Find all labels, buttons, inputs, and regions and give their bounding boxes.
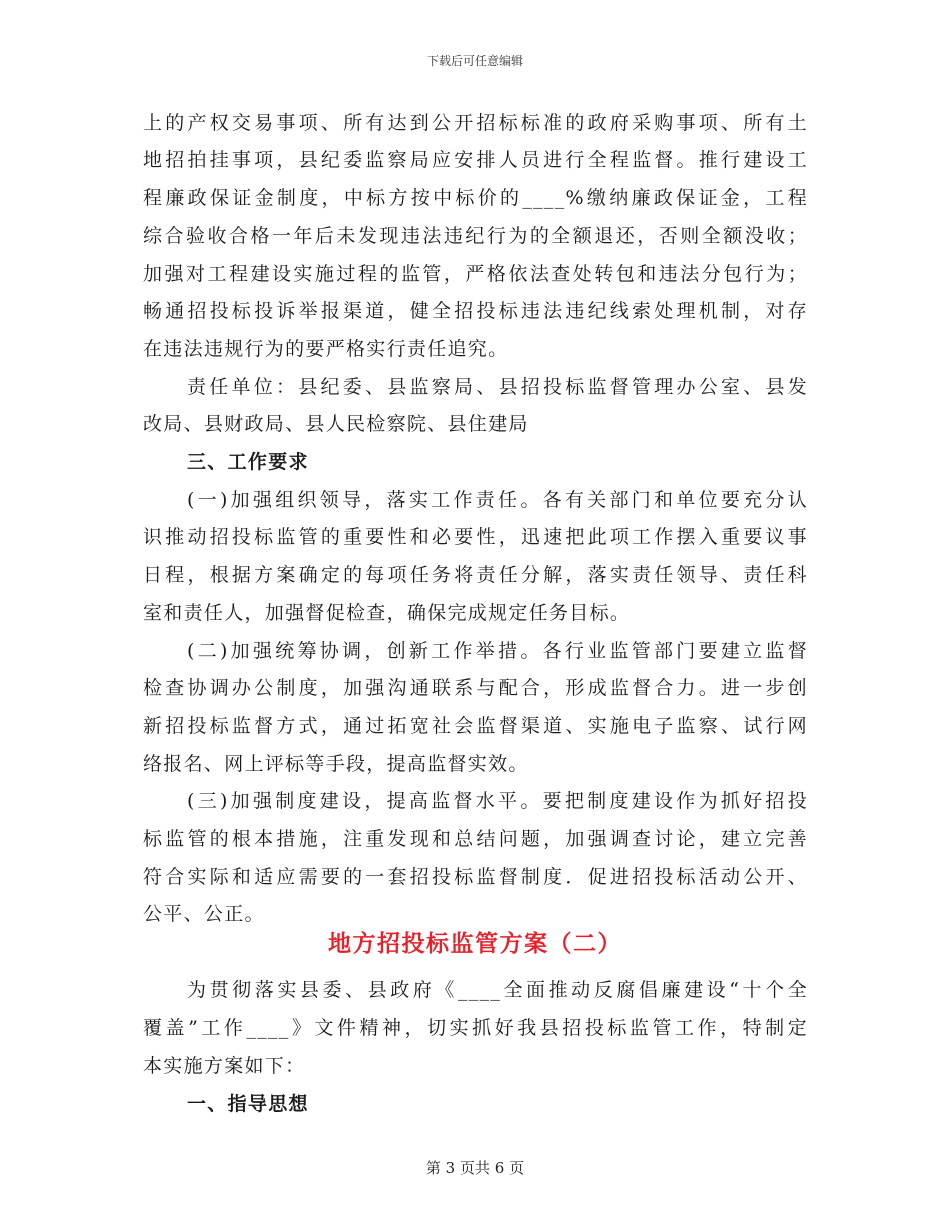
body-line: 畅通招投标投诉举报渠道，健全招投标违法违纪线索处理机制，对存 [143,300,808,322]
section-heading: 三、工作要求 [187,451,309,473]
paragraph-1: (一)加强组织领导，落实工作责任。各有关部门和单位要充分认 [187,489,808,511]
body-line: 公平、公正。 [143,903,265,925]
section-heading: 一、指导思想 [187,1093,309,1115]
body-line: 覆盖”工作____》文件精神，切实抓好我县招投标监管工作，特制定 [143,1017,808,1039]
body-line: 上的产权交易事项、所有达到公开招标标准的政府采购事项、所有土 [143,112,808,134]
body-line: 室和责任人，加强督促检查，确保完成规定任务目标。 [143,602,631,624]
document-title: 地方招投标监管方案（二） [328,930,622,957]
body-line: 新招投标监督方式，通过拓宽社会监督渠道、实施电子监察、试行网 [143,715,808,737]
body-line: 本实施方案如下： [143,1055,306,1077]
paragraph-3: (三)加强制度建设，提高监督水平。要把制度建设作为抓好招投 [187,790,808,812]
body-line: 加强对工程建设实施过程的监管，严格依法查处转包和违法分包行为； [143,263,808,285]
body-line: 标监管的根本措施，注重发现和总结问题，加强调查讨论，建立完善 [143,828,808,850]
body-line: 络报名、网上评标等手段，提高监督实效。 [143,753,529,775]
intro-paragraph: 为贯彻落实县委、县政府《____全面推动反腐倡廉建设“十个全 [187,979,808,1001]
body-line: 综合验收合格一年后未发现违法违纪行为的全额退还，否则全额没收； [143,225,808,247]
body-line: 识推动招投标监管的重要性和必要性，迅速把此项工作摆入重要议事 [143,526,808,548]
responsible-units-cont: 改局、县财政局、县人民检察院、县住建局 [143,413,529,435]
body-line: 在违法违规行为的要严格实行责任追究。 [143,338,509,360]
page-footer: 第 3 页共 6 页 [425,1159,525,1177]
page-header: 下载后可任意编辑 [426,54,523,68]
body-line: 符合实际和适应需要的一套招投标监督制度．促进招投标活动公开、 [143,866,808,888]
body-line: 日程，根据方案确定的每项任务将责任分解，落实责任领导、责任科 [143,564,808,586]
body-line: 检查协调办公制度，加强沟通联系与配合，形成监督合力。进一步创 [143,677,808,699]
responsible-units: 责任单位：县纪委、县监察局、县招投标监督管理办公室、县发 [187,376,808,398]
paragraph-2: (二)加强统筹协调，创新工作举措。各行业监管部门要建立监督 [187,640,808,662]
body-line: 程廉政保证金制度，中标方按中标价的____%缴纳廉政保证金，工程 [143,187,808,209]
body-line: 地招拍挂事项，县纪委监察局应安排人员进行全程监督。推行建设工 [143,149,808,171]
